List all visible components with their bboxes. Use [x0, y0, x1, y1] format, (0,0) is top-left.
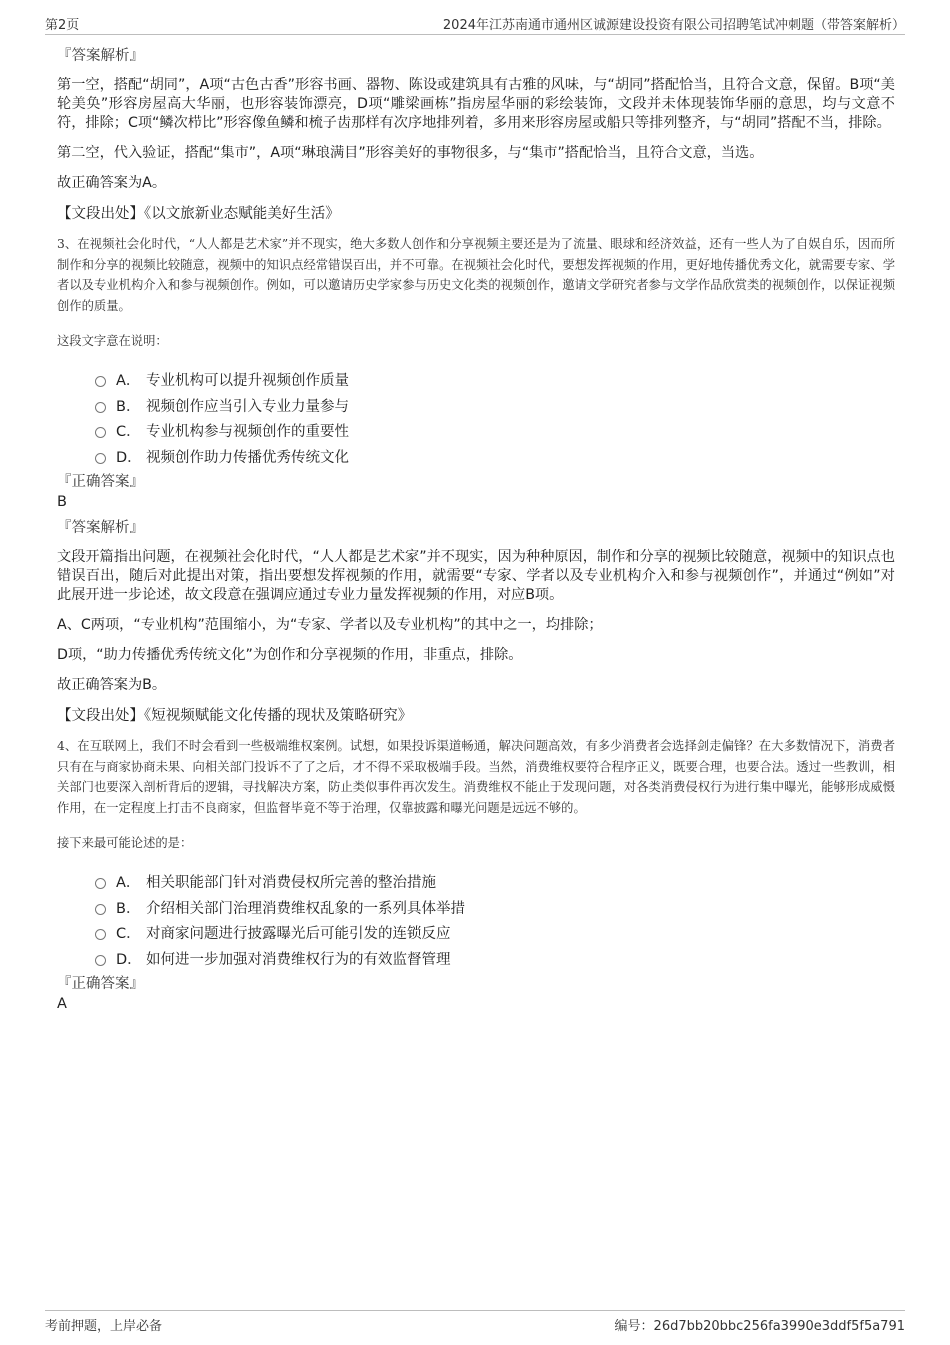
q4-option-a[interactable] — [95, 869, 895, 895]
q3-analysis-para-3: D项，“助力传播优秀传统文化”为创作和分享视频的作用，非重点，排除。 — [57, 647, 523, 663]
option-letter: A． — [116, 875, 141, 892]
q4-question-text: 4、在互联网上，我们不时会看到一些极端维权案例。试想，如果投诉渠道畅通，解决问题高效，有多少消费者会选择剑走偏锋？在大多数情况下，消费者只有在与商家协商未果、向相关部门投诉不了了之后，才不得不采取极端手段。当然，消费维权要符合程序正义，既要合理，也要合法。透过一些教训，相关部门也要深入剖析背后的逻辑，寻找解决方案，防止类似事件再次发生。消费维权不能止于发现问题，对各类消费侵权行为进行集中曝光，能够形成威慑作用，在一定程度上打击不良商家，但监督毕竟不等于治理，仅靠披露和曝光问题是远远不够的。 — [57, 739, 895, 815]
q3-option-d[interactable] — [95, 444, 895, 470]
option-text: 相关职能部门针对消费侵权所完善的整治措施 — [146, 875, 436, 892]
radio-icon[interactable] — [95, 929, 106, 940]
q4-prompt: 接下来最可能论述的是： — [57, 836, 193, 850]
option-text: 专业机构可以提升视频创作质量 — [146, 373, 349, 390]
q2-source: 【文段出处】《以文旅新业态赋能美好生活》 — [57, 206, 340, 222]
q3-option-b[interactable] — [95, 393, 895, 419]
document-title: 2024年江苏南通市通州区诚源建设投资有限公司招聘笔试冲刺题（带答案解析） — [442, 18, 905, 33]
radio-icon[interactable] — [95, 427, 106, 438]
option-text: 专业机构参与视频创作的重要性 — [146, 424, 349, 441]
option-letter: A． — [116, 373, 141, 390]
radio-icon[interactable] — [95, 955, 106, 966]
radio-icon[interactable] — [95, 402, 106, 413]
option-text: 视频创作应当引入专业力量参与 — [146, 398, 349, 415]
q4-option-d[interactable] — [95, 946, 895, 972]
q4-answer-value: A — [57, 996, 67, 1012]
q3-analysis-label: 『答案解析』 — [57, 520, 144, 536]
q3-option-a[interactable] — [95, 367, 895, 393]
page-content — [57, 46, 895, 1020]
option-text: 对商家问题进行披露曝光后可能引发的连锁反应 — [146, 926, 451, 943]
option-letter: C． — [116, 424, 141, 441]
radio-icon[interactable] — [95, 376, 106, 387]
option-text: 如何进一步加强对消费维权行为的有效监督管理 — [146, 951, 451, 968]
q4-answer-label: 『正确答案』 — [57, 976, 144, 992]
option-letter: C． — [116, 926, 141, 943]
q2-analysis-para-3: 故正确答案为A。 — [57, 175, 167, 191]
q3-prompt: 这段文字意在说明： — [57, 334, 168, 348]
q4-option-b[interactable] — [95, 895, 895, 921]
document-id: 编号：26d7bb20bbc256fa3990e3ddf5f5a791 — [614, 1319, 905, 1334]
radio-icon[interactable] — [95, 904, 106, 915]
q4-option-c[interactable] — [95, 920, 895, 946]
option-letter: D． — [116, 449, 142, 466]
q3-analysis-para-4: 故正确答案为B。 — [57, 677, 167, 693]
q3-answer-value: B — [57, 494, 67, 510]
q3-question-text: 3、在视频社会化时代，“人人都是艺术家”并不现实，绝大多数人创作和分享视频主要还是为了流量、眼球和经济效益，还有一些人为了自娱自乐，因而所制作和分享的视频比较随意，视频中的知识点经常错误百出，并不可靠。在视频社会化时代，要想发挥视频的作用，更好地传播优秀文化，就需要专家、学者以及专业机构介入和参与视频创作。例如，可以邀请历史学家参与历史文化类的视频创作，邀请文学研究者参与文学作品欣赏类的视频创作，以保证视频创作的质量。 — [57, 237, 895, 313]
q2-analysis-para-1: 第一空，搭配“胡同”，A项“古色古香”形容书画、器物、陈设或建筑具有古雅的风味，与“胡同”搭配恰当，且符合文意，保留。B项“美轮美奂”形容房屋高大华丽，也形容装饰漂亮，D项“雕梁画栋”指房屋华丽的彩绘装饰，文段并未体现装饰华丽的意思，均与文意不符，排除；C项“鳞次栉比”形容像鱼鳞和梳子齿那样有次序地排列着，多用来形容房屋或船只等排列整齐，与“胡同”搭配不当，排除。 — [57, 77, 895, 131]
q3-analysis-para-1: 文段开篇指出问题，在视频社会化时代，“人人都是艺术家”并不现实，因为种种原因，制作和分享的视频比较随意，视频中的知识点也错误百出，随后对此提出对策，指出要想发挥视频的作用，就需要“专家、学者以及专业机构介入和参与视频创作”，并通过“例如”对此展开进一步论述，故文段意在强调应通过专业力量发挥视频的作用，对应B项。 — [57, 549, 895, 603]
option-text: 视频创作助力传播优秀传统文化 — [146, 449, 349, 466]
q3-source: 【文段出处】《短视频赋能文化传播的现状及策略研究》 — [57, 708, 413, 724]
page-number: 第2页 — [45, 18, 80, 33]
q2-analysis-label: 『答案解析』 — [57, 48, 144, 64]
q3-answer-label: 『正确答案』 — [57, 474, 144, 490]
q3-option-c[interactable] — [95, 418, 895, 444]
page-header — [45, 12, 905, 35]
page-footer — [45, 1310, 905, 1335]
q4-options — [95, 869, 895, 971]
option-letter: B． — [116, 900, 141, 917]
option-letter: D． — [116, 951, 142, 968]
radio-icon[interactable] — [95, 453, 106, 464]
q3-options — [95, 367, 895, 469]
q2-analysis-para-2: 第二空，代入验证，搭配“集市”，A项“琳琅满目”形容美好的事物很多，与“集市”搭配恰当，且符合文意，当选。 — [57, 145, 764, 161]
option-letter: B． — [116, 398, 141, 415]
q3-analysis-para-2: A、C两项，“专业机构”范围缩小，为“专家、学者以及专业机构”的其中之一，均排除； — [57, 617, 603, 633]
radio-icon[interactable] — [95, 878, 106, 889]
option-text: 介绍相关部门治理消费维权乱象的一系列具体举措 — [146, 900, 465, 917]
footer-slogan: 考前押题，上岸必备 — [45, 1319, 163, 1334]
